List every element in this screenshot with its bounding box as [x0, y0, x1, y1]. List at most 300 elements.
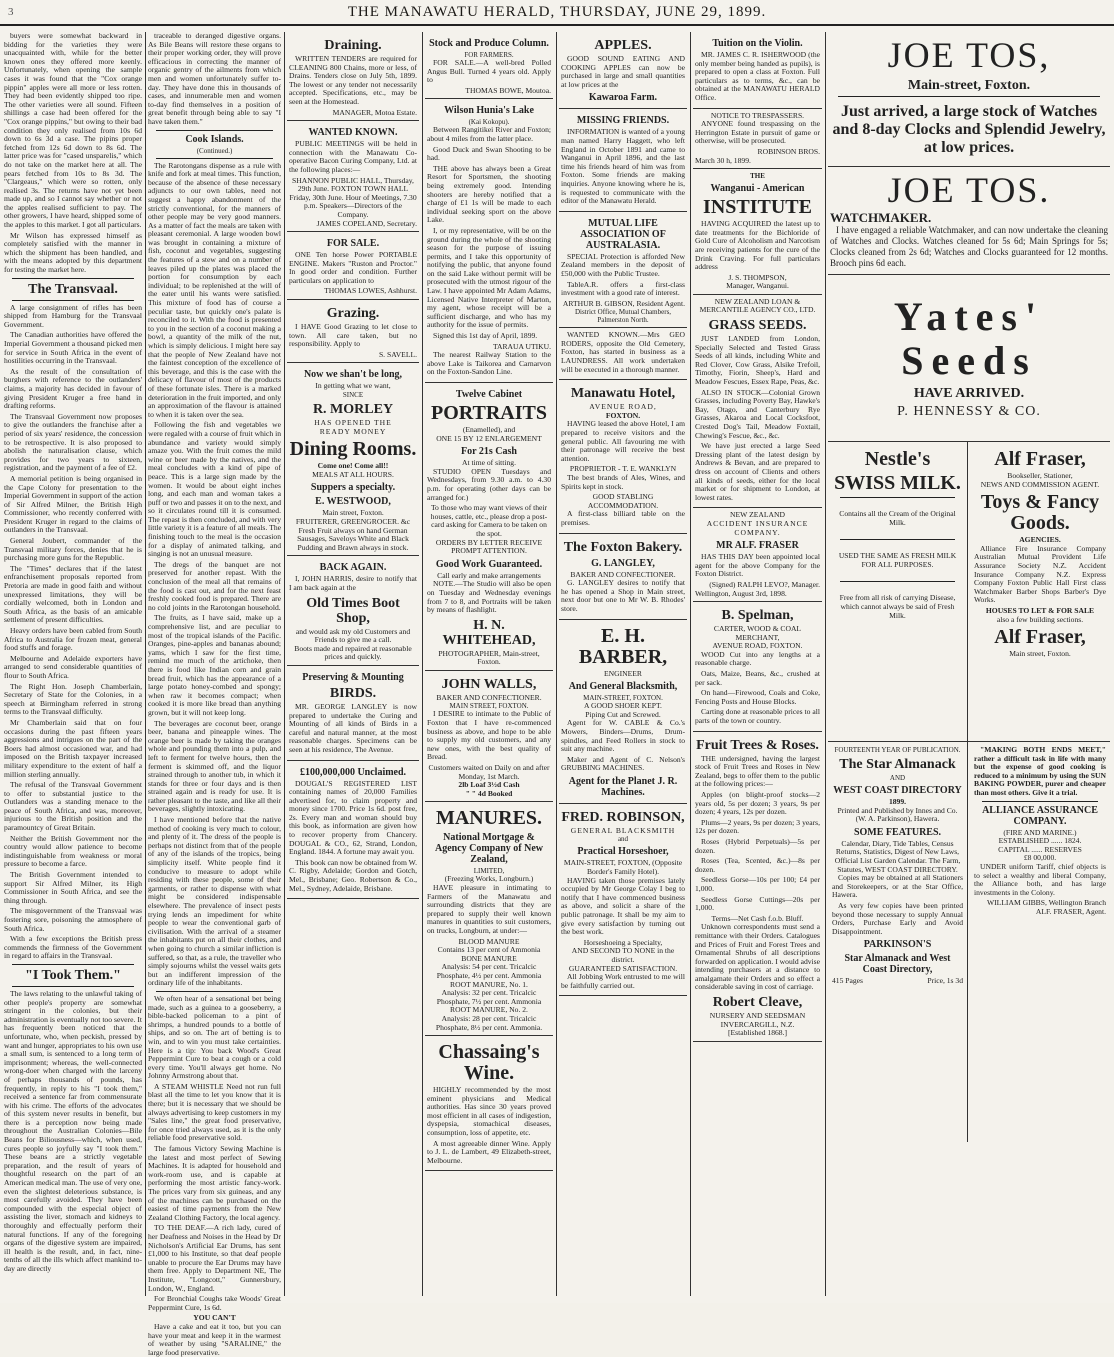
article-heading: "I Took Them."	[25, 967, 121, 983]
ad-heading: PORTRAITS	[431, 402, 547, 424]
ad-text: FOURTEENTH YEAR OF PUBLICATION.	[834, 746, 961, 754]
article-heading: YOU CAN'T	[193, 1313, 236, 1323]
ad-grazing	[287, 300, 419, 363]
ad-fruit-trees	[693, 732, 822, 1042]
ad-text: MAIN-STREET, FOXTON, (Opposite Border's Family Hotel).	[563, 858, 683, 877]
ad-text: MR. JAMES C. R. ISHERWOOD (the only member being handed as pupils), is prepared to open a class at Foxton. Full particulars as to terms, &c., can be obtained at the MANAWATU HERALD Office.	[695, 50, 820, 102]
ad-text: " " 4d Booked	[465, 788, 513, 798]
ad-signature: S. SAVELL.	[378, 349, 417, 359]
ad-text: Price, 1s 3d	[927, 976, 963, 986]
ad-text: Plums—2 years, 9s per dozen; 3 years, 12s per dozen.	[695, 817, 820, 836]
column-rule	[825, 32, 826, 1296]
ad-heading: FRED. ROBINSON,	[561, 809, 685, 825]
ad-text: MEALS AT ALL HOURS.	[312, 469, 394, 479]
divider	[12, 278, 134, 279]
ad-heading: Twelve Cabinet	[455, 389, 523, 400]
article-text: With a few exceptions the British press commends the firmness of the Government in regard to affairs in the Transvaal.	[4, 934, 142, 961]
ad-text: PROPRIETOR - T. E. WANKLYN	[569, 464, 677, 474]
ad-text: MR. GEORGE LANGLEY is now prepared to undertake the Curing and Mounting of all kinds of Birds in a careful and natural manner, at the most reasonable charges. Specimens can be seen at his residence, The Avenue.	[289, 701, 417, 754]
ad-text: Main street, Foxton.	[1009, 649, 1071, 659]
ad-text: LIMITED,	[473, 867, 505, 876]
ad-text: I, or my representative, will be on the ground during the whole of the shooting season for the purpose of issuing permits, and I take this opportunity of notifying the public, that anyone found on the said Lake without permit will be prosecuted with the utmost rigour of the Law. I have appointed Mr Adam Adams, Licensed Native Interpreter of Marton, my agent, whose receipt will be a sufficient discharge, and who has my authority for the issue of permits.	[427, 225, 551, 330]
ad-heading: B. Spelman,	[721, 608, 794, 624]
ad-text: FRUITERER, GREENGROCER. &c	[295, 517, 411, 526]
ad-text: SINCE	[342, 391, 364, 400]
ad-heading: ALLIANCE ASSURANCE COMPANY.	[982, 804, 1098, 827]
ad-back-again	[287, 556, 419, 666]
article-text: The misgovernment of the Transvaal was fostering sore, poisoning the atmosphere of South Africa.	[4, 906, 142, 933]
ad-text: At time of sitting.	[462, 458, 516, 468]
ad-text: A GOOD SHOER KEPT.	[584, 701, 662, 711]
ad-text: The nearest Railway Station to the above Lake is Taikorea and Carnarvon on the Foxton-Sandon Line.	[427, 350, 551, 377]
article-text: I have mentioned before that the native method of cooking is very much to colour, and plenty of it. The dress of the people is perhaps not distinct from that of the people of any of the islands of the tropics, being simplicity itself. White people find it conducive to measure to adopt while residing with these people, some of their garments, or rather to dispense with what might be considered indispensable elsewhere. The prevalence of insect pests trying lends an impediment for white people to wear the conventional garb of civilisation. With the arrival of a steamer the inhabitants put on all their clothes, and when going to church a similar infliction is suffered, so that, as a rule, the traveller who simply sojourns whilst the vessel waits gets but an indifferent impression of the ordinary life of the inhabitants.	[148, 815, 281, 988]
ad-text: Come one! Come all!!	[317, 461, 389, 471]
ad-heading: Now we shan't be long,	[303, 369, 403, 381]
ad-apples	[559, 32, 687, 109]
divider	[12, 964, 134, 965]
column-5	[559, 32, 687, 1296]
ad-text: Call early and make arrangements	[437, 570, 541, 580]
ad-text: also a few building sections.	[996, 614, 1084, 624]
ad-heading: For 21s Cash	[461, 446, 517, 458]
divider	[840, 497, 955, 498]
ad-heading: NOTICE TO TRESPASSERS.	[710, 110, 805, 120]
ad-text: Main street, Foxton.	[322, 508, 384, 518]
column-2	[148, 31, 281, 1357]
ad-heading: Alf Fraser,	[994, 448, 1086, 470]
ad-heading: Fruit Trees & Roses.	[696, 737, 819, 753]
ad-heading: Draining.	[324, 38, 382, 53]
ad-heading: Agent for the Planet J. R. Machines.	[568, 775, 678, 798]
divider	[840, 581, 955, 582]
article-text: The laws relating to the unlawful taking of other people's property are somewhat stringent in the colonies, but their administration is eventually not too severe. It has frequently been noticed that the unfortunate, who, when peckish, pressed by want and hunger, appropriates to his own use a small sum, is sentenced to a long term of imprisonment; whereas, the well-connected wrong-doer when charged with the larceny of perhaps thousands of pounds, has frequently, in reply to his "I took them," received a sentence far from commensurate with his crime. The efforts of the advocates of this system never results in benefit, but there is a perception now being made throughout the Australian Colonies—Bile Beans for Biliousness—which, when used, cures people so joyfully say "I took them." These beans are a strictly vegetable preparation, and the result of years of thoughtful research on the part of an American medical man. The use of very one, even the slightest deleterious substance, is most carefully avoided. They have been compounded with the especial object of assisting the liver, stomach and kidneys to thoroughly and effectually perform their natural functions. If any of the foregoing organs of the digestive system are impaired, ill health is the result, and, in fact, nine-tenths of all the ills which affect mankind to-day are directly	[4, 988, 142, 1273]
ad-text: and	[617, 835, 629, 844]
ad-text: CAPITAL ...... RESERVES	[998, 844, 1082, 854]
ad-text: AVENUE ROAD,	[589, 402, 657, 412]
divider	[156, 991, 273, 992]
ad-text: Roses (Hybrid Perpetuals)—5s per dozen.	[695, 836, 820, 855]
ad-text: Apples (on blight-proof stocks—2 years old, 5s per dozen; 3 years, 9s per dozen; 4 years, 12s per dozen.	[695, 790, 820, 817]
divider	[838, 96, 1100, 97]
ad-text: THE above has always been a Great Resort for Sportsmen, the shooting being extremely good. Intending shooters are hereby notified that a charge of £1 1s will be made to each individual seeking sport on the above Lake.	[427, 163, 551, 225]
ad-heading: JOE TOS,	[887, 35, 1051, 75]
ad-text: JUST LANDED from London, Specially Selected and Tested Grass Seeds of all kinds, including White and Red Clover, Cow Grass, Alsike Trefoil, Timothy, Fiorin, Sheep's, Hard and Meadow Fescues, Essex Rape, Peas, &c.	[695, 334, 820, 387]
article-text: The Transvaal Government now proposes to give the outlanders the franchise after a period of six years' residence, the concession to be retrospective. It is also proposed to abolish the naturalisation clause, which provides for two years to sixteen, registration, and the payment of a fee of £2.	[4, 411, 142, 473]
ad-text: MAIN-STREET, FOXTON.	[583, 694, 663, 703]
ad-text: ROOT MANURE, No. 2.	[450, 1005, 528, 1015]
ad-heading: NEW ZEALAND LOAN & MERCANTILE AGENCY CO., LTD.	[699, 296, 816, 315]
article-text: The dregs of the banquet are not preserved for another repast. With the conclusion of the meal all that remains of the food is cast out, and for the next feast freshly cooked food is prepared. There are no cold joints in the Rarotongan household.	[148, 559, 281, 612]
ad-text: Oats, Maize, Beans, &c., crushed at per sack.	[695, 669, 820, 687]
ad-text: Contains all the Cream of the Original Milk.	[839, 509, 956, 527]
column-7	[828, 32, 1110, 1296]
ad-for-sale	[287, 232, 419, 300]
ad-barber	[559, 620, 687, 804]
ad-unclaimed	[287, 761, 419, 900]
ad-text: GENERAL BLACKSMITH	[570, 825, 676, 835]
masthead	[0, 0, 1114, 26]
ad-text: "MAKING BOTH ENDS MEET," rather a difficult task in life with many but the expense of good cooking is reduced to a minimum by using the SUN BAKING POWDER, purer and cheaper than most others. Give it a trial.	[974, 745, 1106, 797]
ad-text: Copies may be obtained at all Stationers and Storekeepers, or at the Star Office, Hawera.	[832, 873, 963, 900]
ad-text: USED THE SAME AS FRESH MILK FOR ALL PURPOSES.	[838, 551, 957, 569]
ad-text: SHANNON PUBLIC HALL, Thursday, 29th June. FOXTON TOWN HALL Friday, 30th June. Hour of Meetings, 7.30 p.m. Speakers—Directors of the Company.	[289, 175, 417, 219]
ad-text: Calendar, Diary, Tide Tables, Census Returns, Statistics, Digest of New Laws, Official List Garden Calendar. The Farm, Statutes, WEST COAST DIRECTORY.	[834, 838, 961, 874]
ad-heading: APPLES.	[594, 38, 652, 53]
column-6	[693, 32, 822, 1296]
ad-text: Signed this 1st day of April, 1899.	[433, 331, 538, 341]
ad-john-walls	[425, 671, 553, 803]
ad-text: WANTED KNOWN.—Mrs GEO RODERS, opposite the Old Cemetery, Foxton, has started in business as a LAUNDRESS. All work undertaken will be executed in a thorough manner.	[561, 330, 685, 374]
ad-signature: MANAGER, Motoa Estate.	[332, 107, 417, 117]
ad-text: PHOTOGRAPHER, Main-street, Foxton.	[438, 648, 540, 667]
ad-heading: Dining Rooms.	[289, 438, 417, 461]
ad-text: 1899.	[888, 797, 907, 806]
ad-signature: TARAUA UTIKU.	[492, 341, 551, 351]
ad-alliance	[970, 742, 1110, 1142]
ad-text: I HAVE Good Grazing to let close to town. All care taken, but no responsibility. Apply to	[289, 322, 417, 349]
article-subheading: (Continued.)	[196, 146, 233, 155]
page-number: 3	[8, 6, 15, 18]
article-text: Following the fish and vegetables we were regaled with a course of fruit which in abundance and variety would simply amaze you. With the fruit comes the mild wine or beer made by the natives, and the meal concludes with a kind of pipe of peace. This is a large sign made by the women. It would be about eight inches long, and each man and woman takes a puff or two and passes it on to the next, and so it circulates round till it is consumed. The repast is then concluded, and with very little variety it is a feature of all meals. The finishing touch to the meal is the occasion for a display of animated talking, and singing is not an unusual measure.	[148, 420, 281, 559]
ad-text: (Enamelled), and	[462, 425, 516, 434]
ad-text: I, JOHN HARRIS, desire to notify that I am back again at the	[289, 574, 417, 592]
ad-heading: Chassaing's Wine.	[438, 1041, 540, 1085]
ad-text: WRITTEN TENDERS are required for CLEANING 800 Chains, more or less, of Drains. Tenders close on July 5th, 1899. The lowest or any tender not necessarily accepted. Specifications, etc., may be seen at the Homestead.	[289, 54, 417, 106]
article-text: A large consignment of rifles has been shipped from Hamburg for the Transvaal Government.	[4, 302, 142, 329]
ad-heading: Manawatu Hotel,	[570, 386, 676, 402]
ad-heading: JOE TOS.	[887, 170, 1051, 210]
ad-text: Alliance Fire Insurance Company Australian Mutual Provident Life Assurance Society N.Z. Accident Insurance Company N.Z. Express Company Foxton Public Hall First class Watchmaker Barber Shops Barber's Dye Works.	[974, 543, 1106, 605]
ad-text: Contains 13 per cent of Ammonia	[437, 945, 541, 955]
ad-robinson	[559, 804, 687, 997]
article-text: Neither the British Government nor the country would allow patience to become indistinguishable from weakness or moral pressure to become a farce.	[4, 833, 142, 869]
ad-date: March 30 h, 1899.	[695, 155, 751, 165]
ad-text: 415 Pages	[832, 976, 864, 986]
ad-text: [Established 1868.]	[727, 1028, 788, 1038]
ad-text: ALSO IN STOCK—Colonial Grown Grasses, including Poverty Bay, Hawke's Bay, Otago, and Canterbury Rye Grasses, Akaroa and Local Cocksfoot, Crested Dog's Tail, Meadow Foxtail, Chewing's Fescue, &c., &c.	[695, 387, 820, 440]
ad-heading: JOHN WALLS,	[441, 676, 537, 692]
ad-signature: WILLIAM GIBBS, Wellington Branch	[986, 898, 1106, 908]
article-text: The British Government intended to support Sir Alfred Milner, its High Commissioner in South Africa, and see the thing through.	[4, 870, 142, 905]
ad-manures	[425, 802, 553, 1036]
ad-heading: Old Times Boot Shop,	[306, 595, 400, 626]
ad-text: We have just erected a large Seed Dressing plant of the latest design by Andrews & Bevan, and are prepared to dress on account of Clients and others all kinds of seeds, either for the local market or for shipment to London, at lowest rates.	[695, 441, 820, 502]
article-text: The fruits, as I have said, make up a comprehensive list, and are peculiar to most of the tropical islands of the Pacific. Oranges, pine-apples and bananas abound; yams, which I saw for the first time, remind me much of the artichoke, then there is food like Indian corn and grain bread fruit, which has the appearance of a large potato honey-combed and spongy; when raw it becomes compact; when cooked it is more like bread than anything grown, but it will not keep long.	[148, 613, 281, 717]
ad-laundress	[559, 328, 687, 380]
ad-text: NURSERY AND SEEDSMAN	[709, 1011, 806, 1021]
ad-text: ENGINEER	[604, 668, 642, 678]
ad-heading: BIRDS.	[329, 685, 377, 701]
ad-text: Printed and Published by Innes and Co. (W. A. Parkinson), Hawera.	[837, 805, 958, 824]
ad-text: AVENUE ROAD, FOXTON.	[712, 641, 803, 651]
ad-text: Seedless Gorse—10s per 100; £4 per 1,000.	[695, 875, 820, 893]
masthead-title: THE MANAWATU HERALD, THURSDAY, JUNE 29, 1899.	[347, 4, 767, 20]
article-text: Mr Chamberlain said that on four occasions during the past fifteen years aggressions and intrigues on the part of the Boers had almost occasioned war, and had imposed on the British taxpayer increased military expenditure to the extent of half a million sterling annually.	[4, 717, 142, 779]
article-text: A memorial petition is being organised in the Cape Colony for presentation to the Imperial Government in support of the action of Sir Alfred Milner, the British High Commissioner, who recently conferred with President Kruger in regard to the claims of outlanders in the Transvaal.	[4, 473, 142, 535]
ad-heading: E. H. BARBER,	[578, 624, 668, 668]
ad-text: NEWS AND COMMISSION AGENT.	[980, 479, 1100, 489]
ad-heading: Preserving & Mounting	[302, 671, 404, 683]
ad-text: and would ask my old Customers and Friends to give me a call.	[295, 626, 411, 645]
ad-text: HAS OPENED THE	[314, 418, 392, 428]
article-text: Have a cake and eat it too, but you can have your meat and keep it in the warmest of weather by using "SARALINE," the large food preservative.	[148, 1321, 281, 1357]
ad-text: HIGHLY recommended by the most eminent physicians and Medical authorities. Has since 30 years proved most efficient in all cases of indigestion, dyspepsia, stomachical diseases, consumption, loss of appetite, etc.	[427, 1085, 551, 1138]
ad-accident-insurance	[693, 508, 822, 602]
ad-text: AGENCIES.	[1019, 535, 1061, 545]
ad-text: A most agreeable dinner Wine. Apply to J. L. de Lambert, 49 Elizabeth-street, Melbourne.	[427, 1138, 551, 1165]
ad-footer	[832, 977, 963, 986]
article-text: Melbourne and Adelaide exporters have arranged to send considerable quantities of flour to South Africa.	[4, 653, 142, 680]
ad-heading: WATCHMAKER.	[830, 210, 932, 225]
divider	[12, 300, 134, 301]
ad-heading: MISSING FRIENDS.	[576, 115, 670, 127]
ad-portraits	[425, 383, 553, 671]
ad-heading: Practical Horseshoer,	[577, 846, 669, 858]
article-text: The beverages are coconut beer, orange beer, banana and pineapple wines. The orange beer is made by taking the oranges whole and pounding them into a pulp, and left to ferment for twelve hours, then the ferment is skimmed off, and the liquor strained through to another tub, in which it stands for three or four days and is then strained again and is ready for use. It is rather pleasant to the taste, and like all their beverages, slightly intoxicating.	[148, 718, 281, 814]
ad-text: READY MONEY	[319, 426, 387, 436]
ad-text: UNDER uniform Tariff, chief objects is to select a wealthy and liberal Company, the Alliance both, and has large investments in the Colony.	[974, 861, 1106, 897]
divider	[12, 986, 134, 987]
ad-text: AND SECOND TO NONE in the district.	[571, 946, 675, 964]
ad-yates-seeds	[828, 275, 1110, 442]
ad-heading: ACCIDENT INSURANCE COMPANY.	[706, 518, 809, 537]
ad-heading: H. N. WHITEHEAD,	[442, 617, 536, 648]
ad-institute	[693, 169, 822, 295]
ad-joe-tos	[828, 32, 1110, 167]
ad-text: ROOT MANURE, No. 1.	[450, 979, 528, 989]
ad-heading: Grazing.	[326, 306, 380, 322]
ad-text: MAIN STREET, FOXTON.	[449, 702, 529, 711]
ad-heading: Nestle's	[864, 448, 931, 470]
ad-text: Analysis: 54 per cent. Tricalcic Phosphate, 4½ per cent. Ammonia	[436, 962, 542, 980]
ad-text: Terms—Net Cash f.o.b. Bluff.	[711, 913, 804, 923]
ad-heading: BACK AGAIN.	[319, 562, 387, 574]
ad-text: CARTER, WOOD & COAL MERCHANT,	[713, 624, 802, 642]
ad-text: As very few copies have been printed beyond those necessary to supply Annual Orders, Purchase Early and Avoid Disappointment.	[832, 900, 963, 936]
ad-heading: E. WESTWOOD,	[315, 496, 391, 508]
article-text: The "Times" declares that if the latest enfranchisement proposals reported from Pretoria are made in good faith and without unexpressed limitations, they will be cordially welcomed, both in London and South Africa, as the basis of an amicable settlement of present difficulties.	[4, 563, 142, 625]
divider	[156, 130, 273, 131]
ad-heading: Wilson Hunia's Lake	[444, 105, 534, 117]
ad-heading: Kawaroa Farm.	[588, 92, 658, 104]
ad-nestle	[828, 442, 968, 742]
ad-heading: Stock and Produce Column.	[429, 38, 549, 49]
ad-text: District Office, Mutual Chambers, Palmerston North.	[574, 308, 672, 325]
ad-heading: Robert Cleave,	[712, 995, 803, 1011]
ad-text: HAVING taken those premises lately occupied by Mr George Colay I beg to notify that I have commenced business as above, and solicit a share of the public patronage. It shall be my aim to give every satisfaction by turning out the best work.	[561, 875, 685, 937]
article-text: buyers were somewhat backward in bidding for the varieties they were unacquainted with, while for the better known ones they offered more keenly. Unfortunately, when opening the sample cases it was found that the "Cox orange pippin" apples were all more or less rotten. They had been evidently shipped too ripe. The other varieties were all sound. Fifteen shillings a case had been offered for the "Cox orange pippins," but owing to their bad condition they only realised from 10s 6d down to 6s 3d a case. The pipins proper fetched from 12s 6d down to 8s 6d. The latter price was for "cased unsparelis," which do not take on the market here at all. The pears fetched from 10s to 8s 3d. The "Clargeaus," which were so rotten, only realised 3s. The returns have not yet been made up, and so I cannot say whether or not the apples realised sufficient to pay. The other growers, I have heard, shipped some of the apples to this market. I got all particulars.	[4, 31, 142, 230]
ad-text: The best brands of Ales, Wines, and Spirits kept in stock.	[561, 473, 685, 491]
article-text: The Rarotongans dispense as a rule with knife and fork at meal times. This function, because of the absence of these necessary adjuncts to our own tables, need not suggest a happy abandonment of the strictly conventional, for the manners of other people may be very good manners. As a matter of fact the meals are taken with pleasant ceremonial. A large wooden bowl was brought in containing a mixture of fish, coconut and vegetables, suggesting the features of a stew and on a number of leaves piled up the plates was placed the portion for consumption by each individual; to be replenished at the will of the eater until his wants were satisfied. This mixture of food has of course a peculiar taste, but quickly one's palate is reconciled to it. With the food is presented to you in the section of a coconut making a bowl, a quantity of the milk of the nut, which is simply delicious. I might here say that the people of New Zealand have not the faintest conception of the excellence of this beverage, and this is the case with the delicacy of flavour of most of the products of these fortunate isles. There is a marked deterioration in the fruit imported, and only an approximation of the flavour is attained to when it is taken over the sea.	[148, 160, 281, 419]
ad-stock	[425, 32, 553, 99]
article-text: For Bronchial Coughs take Woods' Great Peppermint Cure, 1s 6d.	[148, 1294, 281, 1312]
article-text: A STEAM WHISTLE Need not run full blast all the time to let you know that it is there; but it is necessary that we should be always advertising to keep customers in my "Sales line," the great food preservative, for once tried always used, as it is the only reliable food preservative sold.	[148, 1081, 281, 1143]
ad-heading: And General Blacksmith,	[568, 681, 678, 693]
ad-heading: MANURES.	[435, 807, 543, 830]
ad-text: Analysis: 32 per cent. Tricalcic Phosphate, 7½ per cent. Ammonia	[436, 988, 542, 1006]
ad-trespassers	[693, 109, 822, 170]
ad-text: SPECIAL Protection is afforded New Zealand members in the deposit of £50,000 with the Public Trustee.	[561, 251, 685, 278]
article-text: As the result of the consultation of burghers with reference to the outlanders' claims, a majority has decided in favour of giving President Kruger a free hand in drafting reforms.	[4, 366, 142, 411]
ad-heading: MUTUAL LIFE ASSOCIATION OF AUSTRALASIA.	[580, 217, 666, 251]
article-heading: The Transvaal.	[28, 281, 118, 297]
ads-row	[828, 442, 1110, 742]
ad-text: GUARANTEED SATISFACTION.	[568, 963, 678, 973]
ad-text: This book can now be obtained from W. C. Rigby, Adelaide; Gordon and Gotch, Mel., Brisbane; Geo. Robertson & Co., Mel., Sydney, Adelaide, Brisbane.	[289, 857, 417, 893]
ad-text: £8 00,000.	[1023, 853, 1057, 863]
ad-heading: SWISS MILK.	[834, 472, 961, 494]
ad-heading: £100,000,000 Unclaimed.	[299, 766, 407, 778]
ad-draining	[287, 32, 419, 121]
ad-heading: Toys & Fancy Goods.	[980, 491, 1100, 535]
ad-heading: P. HENNESSY & CO.	[897, 404, 1041, 419]
ad-text: Maker and Agent of C. Nelson's GRUBBING MACHINES.	[561, 754, 685, 773]
article-text: The refusal of the Transvaal Government to offer to substantial justice to the Outlanders was a standing menace to the peace of South Africa, and was, moreover, injurious to the British position and the paramountcy of Great Britain.	[4, 780, 142, 833]
article-text: The Right Hon. Joseph Chamberlain, Secretary of State for the Colonies, in a speech at Birmingham referred in strong terms to the Transvaal difficulty.	[4, 681, 142, 717]
article-text: The famous Victory Sewing Machine is the latest and most perfect of Sewing Machines. It is adapted for household and work-room use, and is capable at performing the most artistic fancy-work. The prices vary from six guineas, and any of the machines can be purchased on the easiest of time payments from the New Zealand Clothing Factory, the local agency.	[148, 1144, 281, 1222]
ad-heading: HAVE ARRIVED.	[913, 386, 1025, 401]
ad-text: I have engaged a reliable Watchmaker, and can now undertake the cleaning of Watches and Clocks. Watches cleaned for 5s 6d; Main Springs for 5s; Clocks cleaned from 2s 6d; Watches and Clocks guaranteed for 12 months. Brooch pins 6d each.	[830, 225, 1108, 268]
ad-heading: PARKINSON'S	[863, 939, 932, 951]
divider	[840, 539, 955, 540]
ad-text: Agent for W. CABLE & Co.'s Mowers, Binders—Drums, Drum-spindles, and Feed Rollers in stock to suit any machine.	[561, 718, 685, 754]
ad-signature: ALF. FRASER, Agent.	[1035, 906, 1106, 916]
ad-heading: INSTITUTE	[703, 196, 812, 219]
column-4	[425, 32, 553, 1296]
ad-heading: G. LANGLEY,	[591, 557, 655, 569]
divider	[982, 801, 1098, 802]
ad-text: G. LANGLEY desires to notify that he has opened a Shop in Main street, next door but one to Mr W. B. Rhodes' store.	[561, 578, 685, 613]
column-rule	[284, 32, 285, 1296]
ad-text: FOR FARMERS.	[464, 51, 514, 59]
ad-violin	[693, 32, 822, 109]
ad-text: (Kai Kokopu).	[468, 118, 510, 127]
ads-row	[828, 742, 1110, 1142]
ad-text: Bookseller, Stationer,	[1007, 471, 1073, 480]
ad-text: BAKER AND CONFECTIONER.	[570, 569, 676, 579]
ad-text: STUDIO OPEN Tuesdays and Wednesdays, from 9.30 a.m. to 4.30 p.m. for operating (other days can be arranged for.)	[427, 466, 551, 502]
ad-text: Carting done at reasonable prices to all parts of the town or country.	[695, 707, 820, 726]
article-text: TO THE DEAF.—A rich lady, cured of her Deafness and Noises in the Head by Dr Nicholson's Artificial Ear Drums, has sent £1,000 to his Institute, so that deaf people unable to procure the Ear Drums may have them free. Apply to Department NE, The Institute, "Longcott," Gunnersbury, London, W., England.	[148, 1223, 281, 1293]
ad-signature: JAMES COPELAND, Secretary.	[316, 218, 417, 228]
ad-heading: GRASS SEEDS.	[708, 318, 807, 334]
ad-alf-fraser	[970, 442, 1110, 742]
article-text: Mr Wilson has expressed himself as completely satisfied with the manner in which the shipment has been handled, and with the means adopted by this department for testing the market here.	[4, 230, 142, 275]
ad-wilson-lake	[425, 99, 553, 383]
ad-text: HAVING ACQUIRED the latest up to date treatments for the Bichloride of Gold Cure of Alcoholism and Narcotism are receiving patients for the cure of the Drink Craving. For full particulars address	[695, 219, 820, 272]
ad-text: GOOD STABLING ACCOMMODATION.	[587, 492, 659, 510]
ad-missing-friends	[559, 109, 687, 211]
ad-heading: MR ALF. FRASER	[716, 540, 799, 552]
ad-heading: Suppers a specialty.	[310, 482, 396, 494]
ad-signature: ROBINSON BROS.	[757, 146, 820, 156]
ad-text: (FIRE AND MARINE.)	[1003, 827, 1077, 837]
divider	[156, 158, 273, 159]
article-text: Heavy orders have been cabled from South Africa to Australia for frozen meat, general food stuffs and forage.	[4, 626, 142, 653]
ad-text: WOOD Cut into any lengths at a reasonable charge.	[695, 649, 820, 668]
ad-heading: The Star Almanack	[839, 757, 956, 772]
ad-heading: Star Almanack and West Coast Directory,	[844, 953, 951, 976]
ad-text: ONE 15 BY 12 ENLARGEMENT	[436, 433, 542, 443]
ad-text: FOR SALE.—A well-bred Polled Angus Bull. Turned 4 years old. Apply to	[427, 58, 551, 85]
ad-text: ANYONE found trespassing on the Herrington Estate in pursuit of game or otherwise, will be prosecuted.	[695, 119, 820, 146]
ad-text: THE undersigned, having the largest stock of Fruit Trees and Roses in New Zealand, begs to offer them to the public at the following prices:—	[695, 753, 820, 789]
ad-signature: J. S. THOMPSON,	[728, 272, 787, 282]
ad-text: 2lb Loaf 3½d Cash	[458, 780, 520, 790]
ad-text: INFORMATION is wanted of a young man named Harry Haggett, who left England in October 1891 and came to Wanganui in April 1896, and the last time his friends heard of him was from Foxton. Some friends are making inquiries. Anyone knowing where he is, is requested to communicate with the editor of the Manawatu Herald.	[561, 127, 685, 206]
ad-heading: FOR SALE.	[326, 238, 380, 250]
ad-heading: Main-street, Foxton.	[907, 78, 1031, 93]
column-rule	[422, 32, 423, 1296]
ad-text: BAKER AND CONFECTIONER.	[436, 692, 542, 702]
ad-text: Horseshoeing a Specialty,	[583, 937, 663, 947]
article-text: The Canadian authorities have offered the Imperial Government a thousand picked men for service in South Africa in the event of hostilities occurring in the Transvaal.	[4, 330, 142, 366]
ad-text: In getting what we want,	[315, 381, 391, 391]
ad-text: INVERCARGILL, N.Z.	[720, 1019, 795, 1029]
ad-text: HAVE pleasure in intimating to Farmers of the Manawatu and surrounding districts that they are prepared to supply their well known manures in quantities to suit customers, on trucks, Longburn, at under:—	[427, 883, 551, 935]
ad-text: Unknown correspondents must send a remittance with their Orders. Catalogues and Prices of Fruit and Forest Trees and Ornamental Shrubs of all descriptions forwarded on application. I would advise intending purchasers at a distance to amalgamate their Orders and so effect a considerable saving in cost of carriage.	[695, 922, 820, 992]
ad-text: Roses (Tea, Scented, &c.)—8s per dozen.	[695, 856, 820, 874]
ad-text: Fresh Fruit always on hand German Sausages, Saveloys White and Black Pudding and Brawn always in stock.	[297, 525, 409, 552]
ad-star-almanack	[828, 742, 968, 1142]
column-rule	[145, 32, 146, 1296]
ad-signature: THOMAS BOWE, Moutoa.	[465, 85, 551, 95]
column-3	[287, 32, 419, 1296]
ad-heading: The Foxton Bakery.	[563, 539, 683, 555]
ad-chassaing	[425, 1036, 553, 1171]
ad-text: Customers waited on Daily on and after Monday, 1st March.	[428, 763, 550, 781]
ad-text: HOUSES TO LET & FOR SALE	[985, 605, 1095, 615]
ad-dining-rooms	[287, 363, 419, 556]
ad-text: GOOD SOUND EATING AND COOKING APPLES can now be purchased in large and small quantities at low prices at the	[561, 54, 685, 89]
column-rule	[690, 32, 691, 1296]
ad-text: Manager, Wanganui.	[726, 281, 789, 291]
ad-heading: SOME FEATURES.	[853, 826, 942, 838]
ad-text: Analysis: 28 per cent. Tricalcic Phosphate, 8½ per cent. Ammonia.	[435, 1013, 543, 1032]
ad-grass-seeds	[693, 295, 822, 508]
ad-spelman	[693, 602, 822, 732]
ad-text: Just arrived, a large stock of Watches and 8-day Clocks and Splendid Jewelry, at low prices.	[832, 103, 1106, 156]
ad-heading: Wanganui - American	[710, 183, 805, 195]
column-rule	[556, 32, 557, 1296]
ad-heading: NEW ZEALAND	[730, 510, 785, 520]
ad-text: DOUGAL'S REGISTERED LIST containing names of 20,000 Families advertised for, to claim property and money since 1700. Price 1s 6d. post free, 2s. Every man and woman should buy this book, as information are given how to recover property from Chancery. DOUGAL & CO., 62, Strand, London, England. 1844. A fortune may await you.	[289, 778, 417, 857]
ad-text: ONE Ten horse Power PORTABLE ENGINE. Makers "Ruston and Proctor." In good order and condition. Further particulars on application to	[289, 250, 417, 285]
ad-text: TableA.R. offers a first-class investment with a good rate of interest.	[561, 279, 685, 298]
ad-heading: Tuition on the Violin.	[712, 38, 803, 49]
ad-birds	[287, 666, 419, 761]
ad-heading: National Mortgage & Agency Company of New Zealand,	[434, 832, 544, 866]
ad-text: Piping Cut and Screwed.	[585, 709, 661, 719]
ad-text: On hand—Firewood, Coals and Coke, Fencing Posts and House Blocks.	[695, 688, 820, 706]
ad-heading: Yates' Seeds	[893, 294, 1045, 383]
ad-text: A first-class billiard table on the premises.	[561, 509, 685, 527]
ad-text: Between Rangitikei River and Foxton; about 4 miles from the latter place.	[427, 125, 551, 143]
ad-heading: Good Work Guaranteed.	[435, 558, 543, 570]
ad-manawatu-hotel	[559, 380, 687, 533]
ad-text: FOXTON.	[605, 410, 641, 420]
column-1	[4, 32, 142, 1296]
ad-text: Seedless Gorse Cuttings—20s per 1,000.	[695, 894, 820, 913]
ad-text: THE	[750, 172, 765, 181]
ad-heading: WANTED KNOWN.	[308, 127, 398, 139]
ad-text: HAVING leased the above Hotel, I am prepared to receive visitors and the general public. All favouring me with their patronage will receive the best attention.	[561, 419, 685, 463]
ad-signature: THOMAS LOWES, Ashhurst.	[324, 286, 417, 296]
ad-text: BONE MANURE	[461, 953, 517, 963]
ad-text: BLOOD MANURE	[458, 936, 520, 946]
ad-text: (Freezing Works, Longburn.)	[444, 874, 534, 884]
ad-heading: R. MORLEY	[312, 402, 394, 418]
